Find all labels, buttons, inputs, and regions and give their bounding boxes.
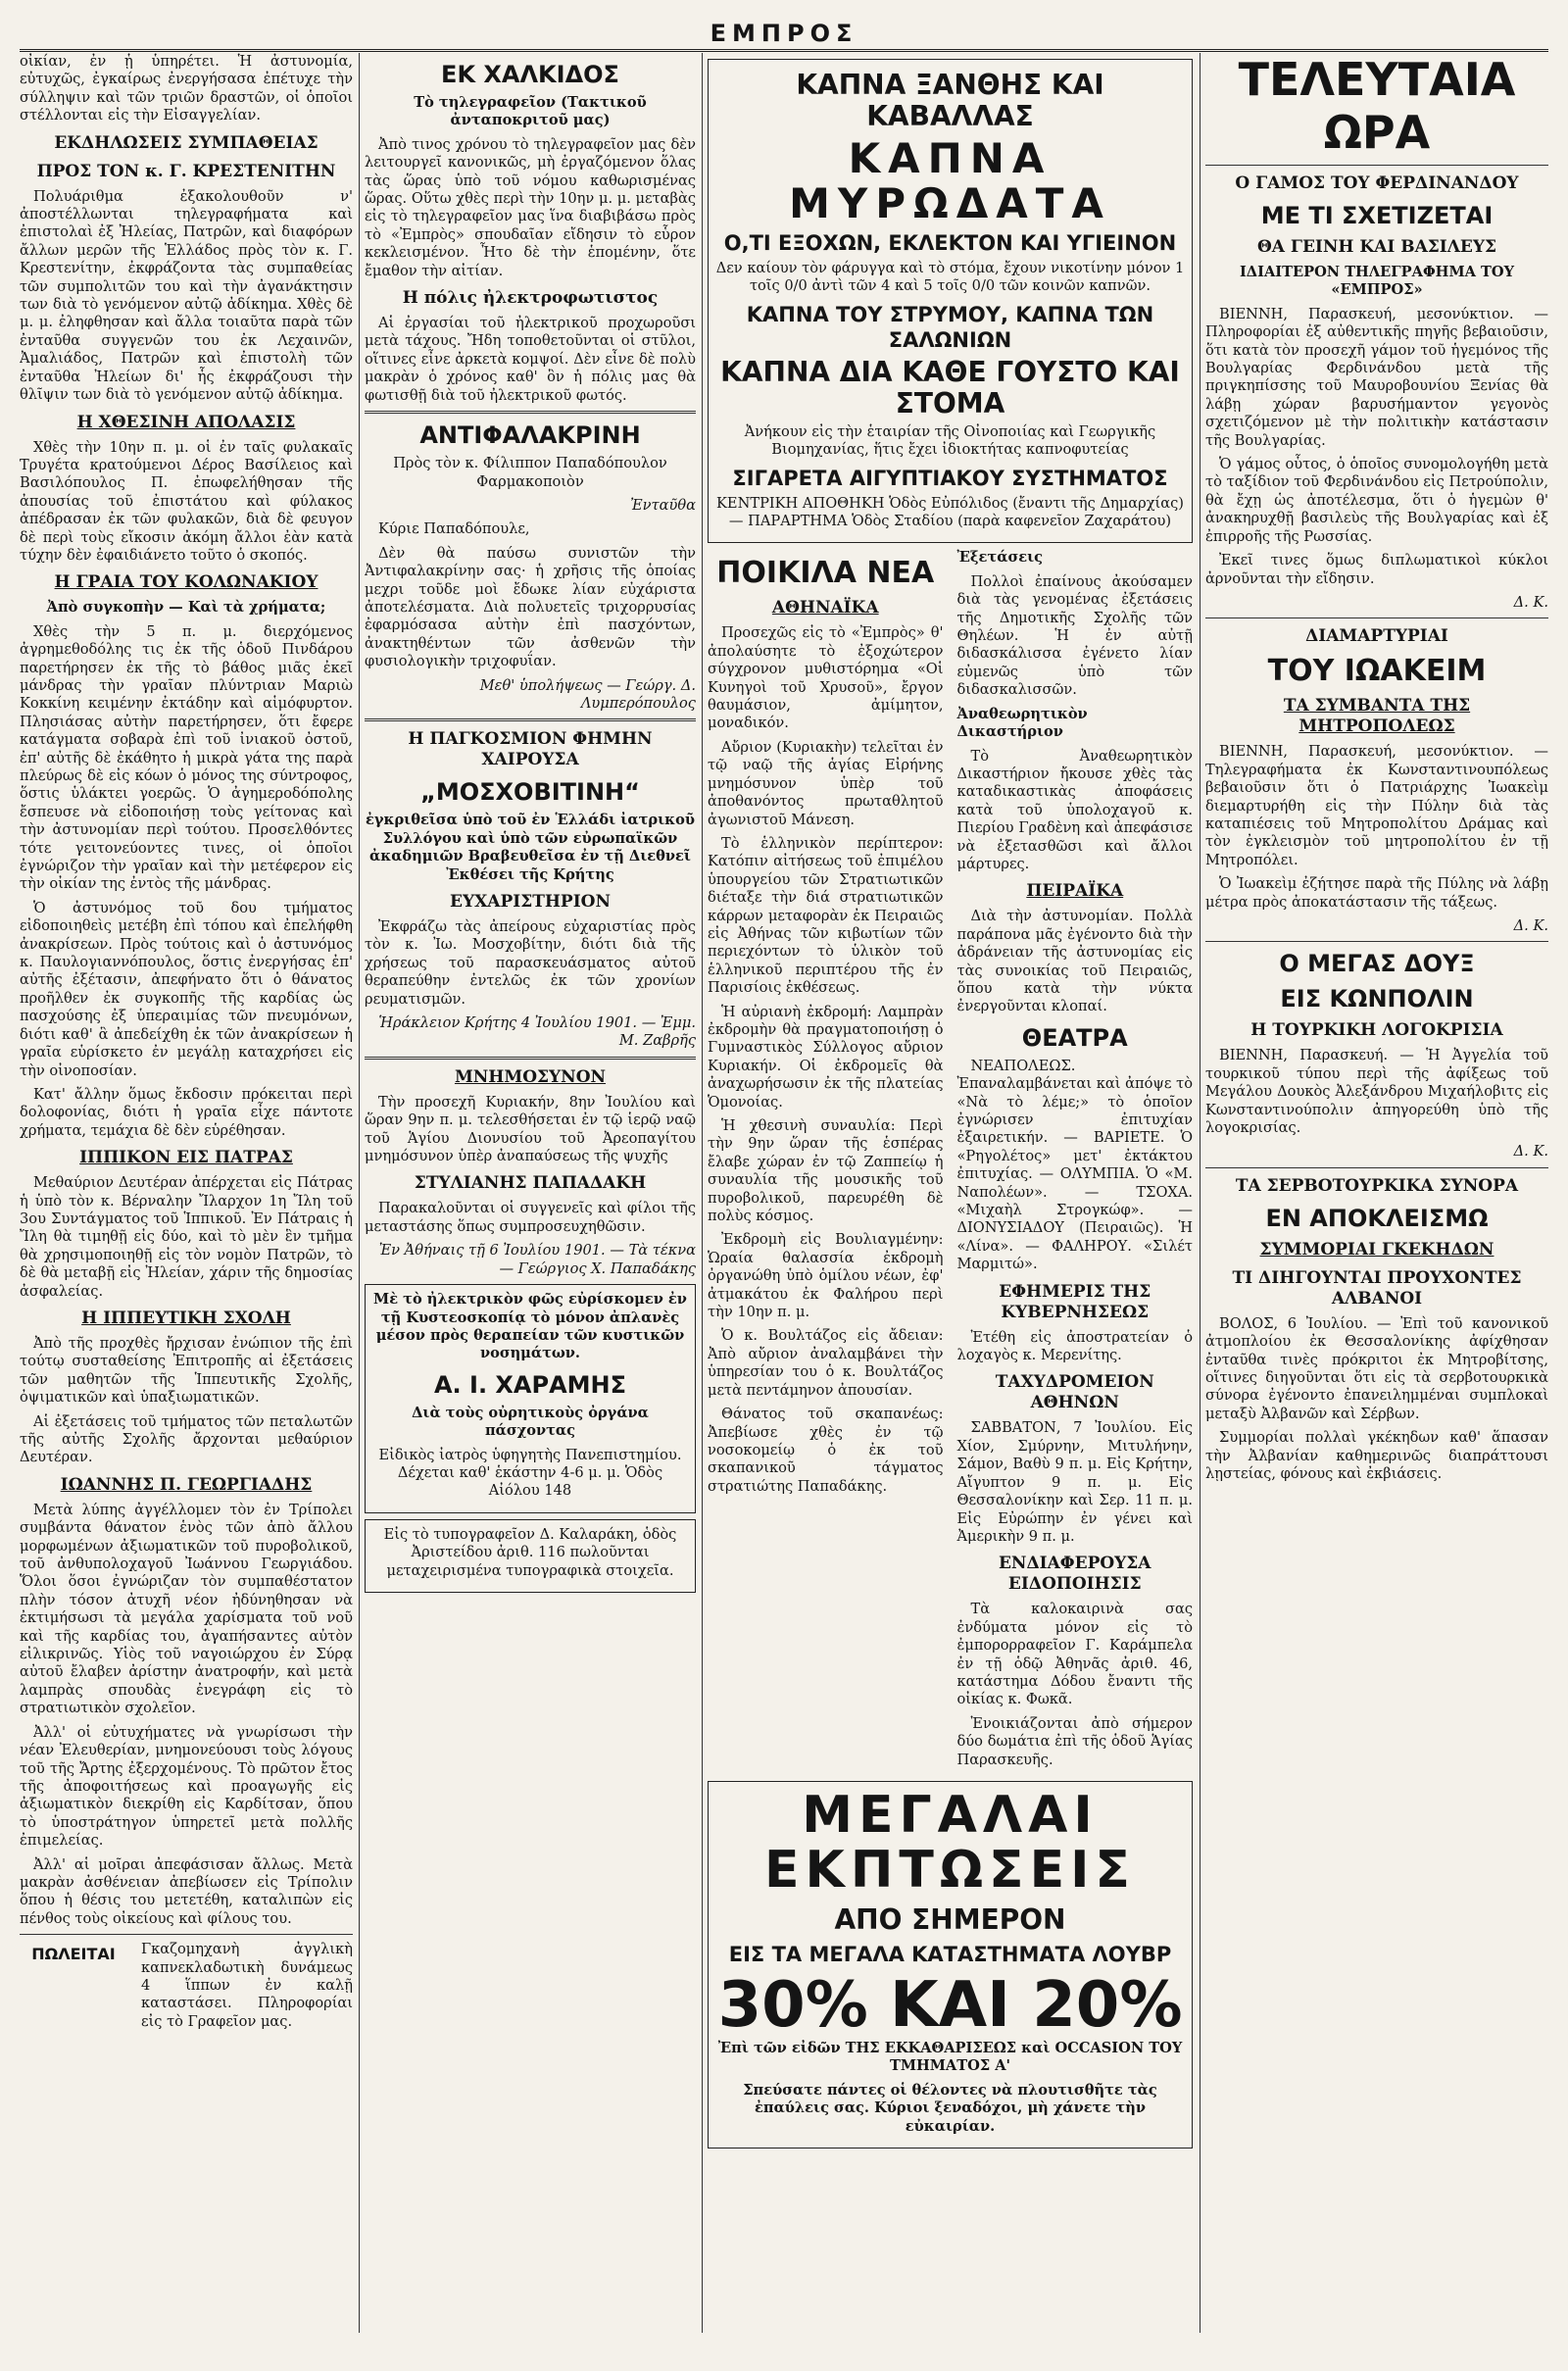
headline: Η πόλις ἠλεκτροφωτιστος (402, 288, 659, 309)
ad-subtitle: Διὰ τοὺς οὐρητικοὺς ὀργάνα πάσχοντας (412, 1404, 649, 1440)
masthead (20, 20, 1548, 52)
printing-ad-box (365, 1519, 696, 1593)
ad-signature: Ἡράκλειον Κρήτης 4 Ἰουλίου 1901. — Ἐμμ. Μ. Ζαβρῆς (378, 1014, 696, 1050)
doctor-ad-box (365, 1284, 696, 1513)
news-split (708, 549, 1193, 1775)
article-text: οἰκίαν, ἐν ᾗ ὑπηρέτει. Ἡ ἀστυνομία, εὐτυχῶς, ἐγκαίρως ἐνεργήσασα ἐπέτυχε τὴν σύλληψιν καὶ τῶν τριῶν δραστῶν, οἱ ὁποῖοι στέλλονται εἰς τὴν Εἰσαγγελίαν. (20, 53, 353, 124)
ad-subtitle: ΕΙΣ ΤΑ ΜΕΓΑΛΑ ΚΑΤΑΣΤΗΜΑΤΑ ΛΟΥΒΡ (728, 1942, 1172, 1966)
news-right (957, 549, 1194, 1775)
divider (20, 1934, 353, 1935)
notice-text: Παρακαλοῦνται οἱ συγγενεῖς καὶ φίλοι τῆς μεταστάσης ὅπως συμπροσευχηθῶσιν. (365, 1200, 696, 1235)
news-item-title: Ἀναθεωρητικὸν Δικαστήριον (956, 705, 1088, 741)
newspaper-page (20, 20, 1548, 2333)
article-text: ΒΙΕΝΝΗ, Παρασκευή. — Ἡ Ἀγγελία τοῦ τουρκικοῦ τύπου περὶ τῆς ἀφίξεως τοῦ Μεγάλου Δουκὸς Ἀλεξάνδρου Μιχαήλοβιτς εἰς Κωνσταντινούπολιν ἀπηγορεύθη ὑπὸ τῆς λογοκρισίας. (1205, 1047, 1548, 1136)
news-item: Ἡ αὐριανὴ ἐκδρομή: Λαμπρὰν ἐκδρομὴν θὰ πραγματοποιήσῃ ὁ Γυμναστικὸς Σύλλογος αὔριον Κυριακήν. Οἱ ἐκδρομεῖς θὰ ἀναχωρήσωσιν ἐκ τῆς πλατείας Ὁμονοίας. (708, 1003, 944, 1111)
letter-signature: Μεθ' ὑπολήψεως — Γεώργ. Δ. Λυμπερόπουλος (479, 676, 696, 712)
ad-doctor-name: Α. Ι. ΧΑΡΑΜΗΣ (433, 1370, 627, 1399)
article-text: Ἀπὸ τῆς προχθὲς ἤρχισαν ἐνώπιον τῆς ἐπὶ τούτῳ συσταθείσης Ἐπιτροπῆς αἱ ἐξετάσεις τῶν μαθητῶν τῆς Ἱππευτικῆς Σχολῆς, ὀψιματικῶν καὶ ὑπαξιωματικῶν. (20, 1334, 353, 1407)
headline: ΙΠΠΙΚΟΝ ΕΙΣ ΠΑΤΡΑΣ (79, 1148, 293, 1168)
divider (1205, 617, 1548, 618)
news-item: Διὰ τὴν ἀστυνομίαν. Πολλὰ παράπονα μᾶς ἐγένοντο διὰ τὴν ἀδράνειαν τῆς ἀστυνομίας εἰς τὰς συνοικίας τοῦ Πειραιῶς, ὅπου κατὰ τὴν νύκτα ἐνεργοῦνται κλοπαί. (956, 908, 1193, 1015)
article-signature: Δ. Κ. (1513, 1143, 1548, 1161)
notice-title: ΜΝΗΜΟΣΥΝΟΝ (454, 1066, 607, 1087)
article-text: Χθὲς τὴν 10ην π. μ. οἱ ἐν ταῖς φυλακαῖς Τρυγέτα κρατούμενοι Δέρος Βασίλειος καὶ Βασιλόπουλος Π. ἐπωφελήθησαν τῆς ἀπουσίας τοῦ ἐπιστάτου καὶ φύλακος ἀπέδρασαν ἐκ τῶν φυλακῶν, διὰ δὲ φευγον δὲ περὶ τοὺς εἴκοσιν ἀκόμη ἄλλοι ἐὰν κατὰ τύχην δὲν ἐφαιδιάνετο τοῦτο ὁ σκοπός. (20, 438, 353, 564)
news-item: Ἐτέθη εἰς ἀποστρατείαν ὁ λοχαγὸς κ. Μερενίτης. (956, 1328, 1193, 1364)
divider (1205, 1167, 1548, 1168)
news-item: Τὸ Ἀναθεωρητικὸν Δικαστήριον ἤκουσε χθὲς τὰς καταδικαστικὰς ἀποφάσεις κατὰ τοῦ ὑπολοχαγοῦ κ. Πιερίου Γραδὲνη καὶ ἀπεφάσισε νὰ ἐξετασθῶσι καὶ ἄλλοι μάρτυρες. (956, 747, 1193, 872)
ad-text: Δεν καίουν τὸν φάρυγγα καὶ τὸ στόμα, ἔχουν νικοτίνην μόνον 1 τοῖς 0/0 ἀντὶ τῶν 4 καὶ 5 τοῖς 0/0 τῶν κοινῶν καπνῶν. (715, 260, 1185, 295)
article-text: Μετὰ λύπης ἀγγέλλομεν τὸν ἐν Τρίπολει συμβάντα θάνατον ἑνὸς τῶν ἀπὸ ἄλλου μορφωμένων ἀξιωματικῶν τοῦ πυροβολικοῦ, τοῦ ἀνθυπολοχαγοῦ Ἰωάννου Γεωργιάδου. Ὅλοι ὅσοι ἐγνώριζαν τὸν συμπαθέστατον πλὴν τόσον ἀτυχῆ νέον ἠδύνηθησαν νὰ ἐκτιμήσωσι τὰ μεγάλα χαρίσματα τοῦ νοῦ καὶ τῆς καρδίας του, ἀγαπήσαντες αὐτὸν εἰλικρινῶς. Υἱὸς τοῦ ναγοιώρχου ἐν Σύρᾳ αὐτοῦ ἔλαβεν ἀρίστην ἀνατροφήν, καὶ μετὰ λαμπρὰς σπουδὰς ἐνεγράφη εἰς τὸ στρατιωτικὸν σχολεῖον. (20, 1501, 353, 1717)
headline: Η ΙΠΠΕΥΤΙΚΗ ΣΧΟΛΗ (81, 1308, 291, 1328)
headline: ΙΩΑΝΝΗΣ Π. ΓΕΩΡΓΙΑΔΗΣ (60, 1474, 313, 1495)
letter-salutation: Κύριε Παπαδόπουλε, (378, 520, 530, 538)
divider (365, 718, 696, 721)
ad-title: ΠΩΛΕΙΤΑΙ (31, 1945, 116, 1964)
headline: ΤΟΥ ΙΩΑΚΕΙΜ (1267, 654, 1487, 689)
headline: Η ΤΟΥΡΚΙΚΗ ΛΟΓΟΚΡΙΣΙΑ (1250, 1020, 1503, 1041)
headline: ΘΑ ΓΕΙΝΗ ΚΑΙ ΒΑΣΙΛΕΥΣ (1256, 237, 1497, 257)
headline: ΕΙΣ ΚΩΝΠΟΛΙΝ (1280, 985, 1474, 1013)
headline: ΜΕ ΤΙ ΣΧΕΤΙΖΕΤΑΙ (1260, 202, 1494, 229)
article-text: Ὁ γάμος οὗτος, ὁ ὁποῖος συνομολογήθη μετὰ τὸ ταξίδιον τοῦ Φερδινάνδου εἰς Πετρούπολιν, θὰ ἔχῃ ὡς ἀποτέλεσμα, ὅτι ὁ ἡγεμὼν θ' ἀνακηρυχθῇ βασιλεὺς τῆς Βουλγαρίας καὶ ἐξ ἐπιρροῆς τῆς Ρωσσίας. (1205, 456, 1548, 545)
news-item: Αὔριον (Κυριακὴν) τελεῖται ἐν τῷ ναῷ τῆς ἁγίας Εἰρήνης μνημόσυνον ὑπὲρ τοῦ ἀποθανόντος πρωταθλητοῦ ἀγωνιστοῦ Μάνεση. (708, 738, 944, 828)
article-text: Ὁ Ἰωακεὶμ ἐζήτησε παρὰ τῆς Πύλης νὰ λάβῃ μέτρα πρὸς ἀποκατάστασιν τῆς τάξεως. (1205, 875, 1548, 911)
tobacco-ad (708, 59, 1193, 543)
article-text: Χθὲς τὴν 5 π. μ. διερχόμενος ἀγρημεθοδόλης τις ἐκ τῆς ὁδοῦ Πινδάρου παρετήρησεν ἐκ τῆς τὸ βάθος μιᾶς ἐκεῖ μάνδρας τὴν γραῖαν πλύντριαν Μαριὼ Κοκκίνη κειμένην ἐκτάδην καὶ αἱμόφυρτον. Πλησιάσας αὐτὴν παρετήρησεν, ὅτι ἔφερε κατάγματα σοβαρὰ ἐπὶ τοῦ ἰνιακοῦ ὀστοῦ, ἐπ' αὐτῆς δὲ ἐκάθητο ἡ μικρὰ γάτα της παρὰ πλεύρως δὲ εἰς κόων ὁ μόνος της σύντροφος, ὅστις ὑλάκτει γοερῶς. Ὁ ἀγημεροδόπολης ἔσπευσε νὰ εἰδοποιήσῃ τοὺς γείτονας καὶ τὴν ἀστυνομίαν περὶ τούτου. Προσελθόντες τότε γειτονεύοντες τινες, οἱ ὁποῖοι ἐγνώριζον τὴν γραῖαν καὶ τὴν μετέφερον εἰς τὴν οἰκίαν της ἐντὸς τῆς μάνδρας. (20, 622, 353, 893)
headline: ΣΥΜΜΟΡΙΑΙ ΓΚΕΚΗΔΩΝ (1259, 1239, 1494, 1260)
column-rule (702, 53, 703, 2333)
article-text: Ὁ ἀστυνόμος τοῦ δου τμήματος εἰδοποιηθεὶς μετέβη ἐπὶ τόπου καὶ ἐπελήφθη ἀνακρίσεων. Πρὸς τούτοις καὶ ὁ ἀστυνόμος κ. Παυλογιαννόπουλος, ὅστις ἐνεργήσας ἐπ' αὐτῆς ἐξέτασιν, ἀπεφήνατο ὅτι ὁ θάνατος προῆλθεν ἐκ συγκοπῆς τῆς καρδίας ὡς πασχούσης ἐξ ὑπεραιμίας τῶν πνευμόνων, διότι καθ' ἃ ἀπεδείχθη ἐκ τῶν ἀνακρίσεων ἡ γραῖα εὑρίσκετο ἐν μεγάλῃ καταχρήσει εἰς τὴν οἰνοποσίαν. (20, 899, 353, 1079)
ad-subtitle: ΣΙΓΑΡΕΤΑ ΑΙΓΥΠΤΙΑΚΟΥ ΣΥΣΤΗΜΑΤΟΣ (732, 466, 1168, 490)
article-text: Συμμορίαι πολλαὶ γκέκηδων καθ' ἅπασαν τὴν Ἀλβανίαν καθημερινῶς διαπράττουσι λῃστείας, φόνους καὶ ἐκβιάσεις. (1205, 1429, 1548, 1483)
headline: Ο ΓΑΜΟΣ ΤΟΥ ΦΕΡΔΙΝΑΝΔΟΥ (1235, 173, 1519, 193)
louvre-sale-ad (708, 1781, 1193, 2149)
article-text: Ἀπὸ τινος χρόνου τὸ τηλεγραφεῖον μας δὲν λειτουργεῖ κανονικῶς, μὴ ἐργαζόμενον ὅλας τὰς ὥρας ὑπὸ τοῦ νόμου καθωρισμένας ὥρας. Οὕτω χθὲς περὶ τὴν 10ην μ. μ. μεταβὰς εἰς τὸ τηλεγραφεῖον μας ἵνα διαβιβάσω πρὸς τὸ «Ἐμπρὸς» σπουδαῖαν εἴδησιν τὸ εὗρον κεκλεισμένον. Ἦτο δὲ τὴν ἑπομένην, ὅτε ἔμαθον τὴν αἰτίαν. (365, 135, 696, 279)
ad-title: ΚΑΠΝΑ ΔΙΑ ΚΑΘΕ ΓΟΥΣΤΟ ΚΑΙ ΣΤΟΜΑ (720, 355, 1180, 420)
divider (365, 1057, 696, 1060)
classified-ad (20, 1941, 353, 2037)
article-text: Ἀλλ' αἱ μοῖραι ἀπεφάσισαν ἄλλως. Μετὰ μακρὰν ἀσθένειαν ἀπεβίωσεν εἰς Τρίπολιν ὅπου ἡ θέσις του μετετέθη, καταλιπὼν εἰς πένθος τοὺς οἰκείους καὶ φίλους του. (20, 1855, 353, 1927)
section-title: ΠΟΙΚΙΛΑ ΝΕΑ (716, 556, 935, 591)
article-text: Κατ' ἄλλην ὅμως ἔκδοσιν πρόκειται περὶ δολοφονίας, διότι ἡ γραῖα εἶχε πάντοτε χρήματα, τεμάχια δὲ δὲν εὑρέθησαν. (20, 1085, 353, 1139)
news-item: Τὸ ἑλληνικὸν περίπτερον: Κατόπιν αἰτήσεως τοῦ ἐπιμέλου ὑπουργείου τῶν Στρατιωτικῶν διέταξε τὴν διά στρατιωτικῶν κάρρων μεταφορὰν ἐκ Πειραιῶς εἰς Ἀθήνας τῶν κιβωτίων τῶν περιεχόντων τὸ ὑλικὸν τοῦ ἑλληνικοῦ περιπτέρου τῆς ἐν Παρισίοις ἐκθέσεως. (708, 834, 944, 997)
article-text: Αἱ ἐργασίαι τοῦ ἠλεκτρικοῦ προχωροῦσι μετὰ τάχους. Ἤδη τοποθετοῦνται οἱ στῦλοι, οἵτινες εἶνε ἀρκετὰ κομψοί. Δὲν εἶνε δὲ πολὺ μακρὰν ὁ χρόνος καθ' ὃν ἡ πόλις μας θὰ φωτισθῇ διὰ τοῦ ἠλεκτρικοῦ φωτός. (365, 315, 696, 404)
ad-text: ἐγκριθεῖσα ὑπὸ τοῦ ἐν Ἑλλάδι ἰατρικοῦ Συλλόγου καὶ ὑπὸ τῶν εὐρωπαϊκῶν ἀκαδημιῶν Βραβευθεῖσα ἐν τῇ Διεθνεῖ Ἐκθέσει τῆς Κρήτης (366, 812, 695, 883)
article-signature: Δ. Κ. (1513, 593, 1548, 611)
news-item: ΝΕΑΠΟΛΕΩΣ. Ἐπαναλαμβάνεται καὶ ἀπόψε τὸ «Νὰ τὸ λέμε;» τὸ ὁποῖον ἐγνώρισεν ἐπιτυχίαν ἐξαιρετικήν. — ΒΑΡΙΕΤΕ. Ὁ «Ρηγολέτος» μετ' ἐκτάκτου ἐπιτυχίας. — ΟΛΥΜΠΙΑ. Ὁ «Μ. Ναπολέων». — ΤΣΟΧΑ. «Μιχαὴλ Στρογκώφ». — ΔΙΟΝΥΣΙΑΔΟΥ (Πειραιῶς). Ἡ «Λίνα». — ΦΑΛΗΡΟΥ. «Σιλέτ Μαρμιτώ». (956, 1057, 1193, 1273)
ad-address: ΚΕΝΤΡΙΚΗ ΑΠΟΘΗΚΗ Ὁδὸς Εὐπόλιδος (ἔναντι τῆς Δημαρχίας) — ΠΑΡΑΡΤΗΜΑ Ὁδὸς Σταδίου (παρὰ καφενεῖον Ζαχαράτου) (716, 494, 1184, 530)
article-text: ΒΙΕΝΝΗ, Παρασκευή, μεσονύκτιον. — Πληροφορίαι ἐξ αὐθεντικῆς πηγῆς βεβαιοῦσιν, ὅτι κατὰ τὸν προσεχῆ γάμον τοῦ ἡγεμόνος τῆς Βουλγαρίας Φερδινάνδου μετὰ τῆς πριγκηπίσσης τοῦ Μαυροβουνίου Ξενίας θὰ λάβῃ χώραν βαρυσήμαντον γεγονὸς σχετιζόμενον μὲ τὴν πολιτικὴν κατάστασιν τῆς Βουλγαρίας. (1205, 305, 1548, 449)
news-item: ΣΑΒΒΑΤΟΝ, 7 Ἰουλίου. Εἰς Χίον, Σμύρνην, Μιτυλήνην, Σάμον, Βαθὺ 9 π. μ. Εἰς Κρήτην, Αἴγυπτον 9 π. μ. Εἰς Θεσσαλονίκην καὶ Σερ. 11 π. μ. Εἰς Εὐρώπην ἐν γένει καὶ Ἀμερικὴν 9 π. μ. (956, 1419, 1193, 1545)
ad-product-name: „ΜΟΣΧΟΒΙΤΙΝΗ“ (420, 778, 640, 807)
headline: ΔΙΑΜΑΡΤΥΡΙΑΙ (1305, 626, 1448, 647)
article-signature: Δ. Κ. (1513, 916, 1548, 934)
headline: ΠΡΟΣ ΤΟΝ κ. Γ. ΚΡΕΣΤΕΝΙΤΗΝ (36, 161, 336, 181)
headline: ΕΚΔΗΛΩΣΕΙΣ ΣΥΜΠΑΘΕΙΑΣ (54, 132, 318, 153)
article-text: Πολυάριθμα ἐξακολουθοῦν ν' ἀποστέλλωνται τηλεγραφήματα καὶ ἐπιστολαὶ ἐξ Ἠλείας, Πατρῶν, καὶ διαφόρων ἄλλων μερῶν τῆς Ἑλλάδος πρὸς τὸν κ. Γ. Κρεστενίτην, ἐκφράζοντα τὰς συμπαθείας τῶν συμπολιτῶν του καὶ τὴν ἀγανάκτησιν των διὰ τὸ γενόμενον αὐτῷ ἀδίκημα. Χθὲς δὲ μ. μ. ἐληφθησαν καὶ ἄλλα τοιαῦτα παρὰ τῶν ἐνταῦθα συγγενῶν του ἐκ Λεχαινῶν, Ἀμαλιάδος, Πατρῶν καὶ ἐπιστολὴ τῶν ἐνταῦθα Ἠλείων δι' ἧς ἐκφράζουσι τὴν θλῖψιν των διὰ τὸ γενόμενον αὐτῷ ἀδίκημα. (20, 187, 353, 404)
headline: ΤΑ ΣΥΜΒΑΝΤΑ ΤΗΣ ΜΗΤΡΟΠΟΛΕΩΣ (1283, 696, 1471, 737)
ad-text: Γκαζομηχανὴ ἀγγλικὴ καπνεκλαδωτικὴ δυνάμεως 4 ἵππων ἐν καλῇ καταστάσει. Πληροφορίαι εἰς τὸ Γραφεῖον μας. (141, 1941, 353, 2030)
divider (1205, 165, 1548, 166)
ad-text: Εἰδικὸς ἰατρὸς ὑφηγητὴς Πανεπιστημίου. Δέχεται καθ' ἑκάστην 4-6 μ. μ. Ὁδὸς Αἰόλου 148 (378, 1446, 682, 1500)
notice-text: Τὴν προσεχῆ Κυριακήν, 8ην Ἰουλίου καὶ ὥραν 9ην π. μ. τελεσθήσεται ἐν τῷ ἱερῷ ναῷ τοῦ Ἁγίου Διονυσίου τοῦ Ἀρεοπαγίτου μνημόσυνον ὑπὲρ ἀναπαύσεως τῆς ψυχῆς (365, 1093, 696, 1165)
masthead-title: ΕΜΠΡΟΣ (710, 20, 858, 47)
article-text: Ἀλλ' οἱ εὐτυχήματες νὰ γνωρίσωσι τὴν νέαν Ἐλευθερίαν, μνημονεύουσι τοὺς λόγους τοῦ τῆς Ἄρτης ἐξερχομένους. Τὸ πρῶτον ἔτος τῆς ἀποφοιτήσεως καὶ προαγωγῆς εἰς ἀξιωματικὸν διεκρίθη εἰς Καρδίτσαν, ὅπου τὸ ὑποστράτηγον ὑπηρετεῖ μετὰ πολλῆς ἐπιμελείας. (20, 1723, 353, 1850)
news-item: Ἐκδρομὴ εἰς Βουλιαγμένην: Ὡραία θαλασσία ἐκδρομὴ ὀργανώθη ὑπὸ ὁμίλου νέων, ἐφ' ἀτμακάτου ἐκ Φαλήρου περὶ τὴν 10ην π. μ. (708, 1231, 944, 1321)
ad-subtitle: Ο,ΤΙ ΕΞΟΧΩΝ, ΕΚΛΕΚΤΟΝ ΚΑΙ ΥΓΙΕΙΝΟΝ (723, 231, 1177, 255)
headline: ΤΑ ΣΕΡΒΟΤΟΥΡΚΙΚΑ ΣΥΝΟΡΑ (1235, 1175, 1519, 1196)
news-item: Τὰ καλοκαιρινὰ σας ἐνδύματα μόνον εἰς τὸ ἐμπορορραφεῖον Γ. Καράμπελα ἐν τῇ ὁδῷ Ἀθηνᾶς ἀριθ. 46, κατάστημα Δόδου ἔναντι τῆς οἰκίας κ. Φωκᾶ. (956, 1601, 1193, 1708)
news-item: Ἡ χθεσινὴ συναυλία: Περὶ τὴν 9ην ὥραν τῆς ἑσπέρας ἔλαβε χώραν ἐν τῷ Ζαππείῳ ἡ συναυλία τῆς μουσικῆς τοῦ πυροβολικοῦ, παρευρέθη δὲ πολὺς κόσμος. (708, 1117, 944, 1225)
ad-subtitle: ΑΠΟ ΣΗΜΕΡΟΝ (834, 1902, 1066, 1936)
letter-text: Δὲν θὰ παύσω συνιστῶν τὴν Ἀντιφαλακρίνην σας· ἡ χρῆσις τῆς ὁποίας μεχρι τοῦδε μοὶ ἔδωκε λίαν εὐχάριστα ἀποτελέσματα. Διὰ πολυετεῖς τριχορρυσίας ἐφαρμόσασα αὐτὴν ἐπὶ πασχόντων, ἀνακτηθέντων τῶν ἀσθενῶν τὴν φυσιολογικὴν τριχοφυΐαν. (365, 544, 696, 670)
column-4 (1205, 53, 1548, 2333)
ad-text: Μὲ τὸ ἠλεκτρικὸν φῶς εὐρίσκομεν ἐν τῇ Κυστεοσκοπίᾳ τὸ μόνον ἀπλανὲς μέσον πρὸς θεραπείαν τῶν κυστικῶν νοσημάτων. (373, 1291, 687, 1362)
article-text: ΒΙΕΝΝΗ, Παρασκευή, μεσονύκτιον. — Τηλεγραφήματα ἐκ Κωνσταντινουπόλεως βεβαιοῦσιν ὅτι ὁ Πατριάρχης Ἰωακεὶμ διεμαρτυρήθη εἰς τὴν Πύλην διὰ τὰς καταπιέσεις τοῦ Μητροπολίτου Δράμας καὶ τὸν ἐγκλεισμὸν τοῦ μητροπολίτου ἐν τῇ Μητροπόλει. (1205, 743, 1548, 868)
notice-name: ΣΤΥΛΙΑΝΗΣ ΠΑΠΑΔΑΚΗ (414, 1173, 647, 1194)
ad-subtitle: ΚΑΠΝΑ ΤΟΥ ΣΤΡΥΜΟΥ, ΚΑΠΝΑ ΤΩΝ ΣΑΛΩΝΙΩΝ (746, 302, 1154, 352)
article-text: ΒΟΛΟΣ, 6 Ἰουλίου. — Ἐπὶ τοῦ κανονικοῦ ἀτμοπλοίου ἐκ Θεσσαλονίκης ἀφίχθησαν ἐνταῦθα τινὲς πρόκριτοι ἐκ Μητροβίτσης, οἵτινες διηγοῦνται ὅτι εἰς τὰ σερβοτουρκικὰ σύνορα ἐγένοντο ἐπανειλημμέναι συμπλοκαὶ μεταξὺ Ἀλβανῶν καὶ Σέρβων. (1205, 1314, 1548, 1422)
subheadline: Ἀπὸ συγκοπὴν — Καὶ τὰ χρήματα; (46, 599, 326, 617)
column-rule (359, 53, 360, 2333)
ad-title: ΚΑΠΝΑ ΜΥΡΩΔΑΤΑ (789, 134, 1111, 227)
news-item: Ὁ κ. Βουλτάζος εἰς ἄδειαν: Ἀπὸ αὔριον ἀναλαμβάνει τὴν ὑπηρεσίαν του ὁ κ. Βουλτάζος μετὰ πεντάμηνον ἀπουσίαν. (708, 1327, 944, 1399)
column-3 (708, 53, 1193, 2333)
article-text: Αἱ ἐξετάσεις τοῦ τμήματος τῶν πεταλωτῶν τῆς αὐτῆς Σχολῆς ἄρχονται μεθαύριον Δευτέραν. (20, 1412, 353, 1466)
article-text: Μεθαύριον Δευτέραν ἀπέρχεται εἰς Πάτρας ἡ ὑπὸ τὸν κ. Βέρναλην Ἴλαρχον 1η Ἴλη τοῦ 3ου Συντάγματος τοῦ Ἱππικοῦ. Ἐν Πάτραις ἡ Ἴλη θὰ τιμηθῇ εἰς δύο, καὶ τὸ μὲν ἓν τμῆμα θὰ χρησιμοποιηθῇ εἰς τὸν νομὸν Πατρῶν, τὸ δὲ θὰ μεταβῇ εἰς Ἠλείαν, χάριν τῆς δημοσίας ἀσφαλείας. (20, 1174, 353, 1300)
ad-text: Σπεύσατε πάντες οἱ θέλοντες νὰ πλουτισθῆτε τὰς ἐπαύλεις σας. Κύριοι ξεναδόχοι, μὴ χάνετε τὴν εὐκαιρίαν. (743, 2081, 1157, 2135)
ad-title: ΜΕΓΑΛΑΙ ΕΚΠΤΩΣΕΙΣ (764, 1785, 1136, 1900)
letter-recipient: Πρὸς τὸν κ. Φίλιππον Παπαδόπουλον Φαρμακοποιὸν (393, 455, 667, 490)
news-item: Θάνατος τοῦ σκαπανέως: Ἀπεβίωσε χθὲς ἐν τῷ νοσοκομείῳ ὁ ἐκ τοῦ σκαπανικοῦ τάγματος στρατιώτης Παπαδάκης. (708, 1406, 944, 1495)
ad-text: Ἐπὶ τῶν εἰδῶν ΤΗΣ ΕΚΚΑΘΑΡΙΣΕΩΣ καὶ OCCASION ΤΟΥ ΤΜΗΜΑΤΟΣ Α' (717, 2039, 1183, 2075)
section-title: ΠΕΙΡΑΪΚΑ (1026, 881, 1124, 902)
news-item: Προσεχῶς εἰς τὸ «Ἐμπρὸς» θ' ἀπολαύσητε τὸ ἐξοχώτερον σύγχρονον μυθιστόρημα «Οἱ Κυνηγοὶ τοῦ Χρυσοῦ», ἔργον θαυμάσιον, ἀμίμητον, μοναδικόν. (708, 624, 944, 732)
ad-text: Ἐκφράζω τὰς ἀπείρους εὐχαριστίας πρὸς τὸν κ. Ἰω. Μοσχοβίτην, διότι διὰ τῆς χρήσεως τοῦ παρασκευάσματος αὐτοῦ θεραπεύθην ἐντελῶς ἐκ τῶν χρονίων ρευματισμῶν. (365, 918, 696, 1008)
section-title: ΕΦΗΜΕΡΙΣ ΤΗΣ ΚΥΒΕΡΝΗΣΕΩΣ (999, 1281, 1152, 1322)
section-title: ΤΕΛΕΥΤΑΙΑ ΩΡΑ (1238, 53, 1516, 159)
ad-headline: ΕΥΧΑΡΙΣΤΗΡΙΟΝ (449, 892, 612, 912)
ad-title: ΚΑΠΝΑ ΞΑΝΘΗΣ ΚΑΙ ΚΑΒΑΛΛΑΣ (796, 69, 1104, 132)
headline: Ο ΜΕΓΑΣ ΔΟΥΞ (1279, 950, 1475, 978)
ad-headline: ΑΝΤΙΦΑΛΑΚΡΙΝΗ (419, 421, 641, 450)
divider (1205, 941, 1548, 942)
news-left (708, 549, 944, 1775)
section-title: ΕΝΔΙΑΦΕΡΟΥΣΑ ΕΙΔΟΠΟΙΗΣΙΣ (998, 1554, 1152, 1595)
news-item: Ἐνοικιάζονται ἀπὸ σήμερον δύο δωμάτια ἐπὶ τῆς ὁδοῦ Ἁγίας Παρασκευῆς. (956, 1714, 1193, 1768)
news-item: Πολλοὶ ἐπαίνους ἀκούσαμεν διὰ τὰς γενομένας ἐξετάσεις τῆς Δημοτικῆς Σχολῆς τῶν Θηλέων. Ἡ ἐν αὐτῇ διδασκάλισσα ἐγένετο λίαν εὐμενῶς ὑπὸ τῶν διδασκαλισσῶν. (956, 572, 1193, 699)
divider (365, 411, 696, 414)
column-1 (20, 53, 353, 2333)
telegram-label: ΙΔΙΑΙΤΕΡΟΝ ΤΗΛΕΓΡΑΦΗΜΑ ΤΟΥ «ΕΜΠΡΟΣ» (1239, 264, 1515, 299)
ad-text: Εἰς τὸ τυπογραφεῖον Δ. Καλαράκη, ὁδὸς Ἀριστείδου ἀριθ. 116 πωλοῦνται μεταχειρισμένα τυπογραφικὰ στοιχεῖα. (383, 1525, 677, 1579)
section-subtitle: ΑΘΗΝΑΪΚΑ (771, 598, 879, 618)
subheadline: Τὸ τηλεγραφεῖον (Τακτικοῦ ἀνταποκριτοῦ μας) (414, 94, 647, 129)
section-title: ΤΑΧΥΔΡΟΜΕΙΟΝ ΑΘΗΝΩΝ (995, 1372, 1154, 1413)
column-2 (365, 53, 696, 2333)
headline: ΤΙ ΔΙΗΓΟΥΝΤΑΙ ΠΡΟΥΧΟΝΤΕΣ ΑΛΒΑΝΟΙ (1232, 1267, 1522, 1309)
ad-discount: 30% ΚΑΙ 20% (717, 1968, 1183, 2042)
headline: ΕΝ ΑΠΟΚΛΕΙΣΜΩ (1265, 1204, 1489, 1232)
headline: ΕΚ ΧΑΛΚΙΔΟΣ (441, 61, 619, 88)
notice-signature: Ἐν Ἀθήναις τῇ 6 Ἰουλίου 1901. — Τὰ τέκνα — Γεώργιος Χ. Παπαδάκης (378, 1242, 696, 1277)
news-item-title: Ἐξετάσεις (956, 549, 1044, 567)
headline: Η ΓΡΑΙΑ ΤΟΥ ΚΟΛΩΝΑΚΙΟΥ (54, 572, 318, 593)
section-title: ΘΕΑΤΡΑ (1021, 1023, 1128, 1052)
article-text: Ἐκεῖ τινες ὅμως διπλωματικοὶ κύκλοι ἀρνοῦνται τὴν εἴδησιν. (1205, 552, 1548, 587)
letter-place: Ἐνταῦθα (630, 496, 696, 514)
headline: Η ΧΘΕΣΙΝΗ ΑΠΟΛΑΣΙΣ (76, 412, 296, 432)
ad-headline: Η ΠΑΓΚΟΣΜΙΟΝ ΦΗΜΗΝ ΧΑΙΡΟΥΣΑ (408, 729, 653, 770)
ad-text: Ἀνήκουν εἰς τὴν ἑταιρίαν τῆς Οἰνοποιίας καὶ Γεωργικῆς Βιομηχανίας, ἥτις ἔχει ἰδιοκτήτας καπνοφυτείας (744, 422, 1156, 459)
